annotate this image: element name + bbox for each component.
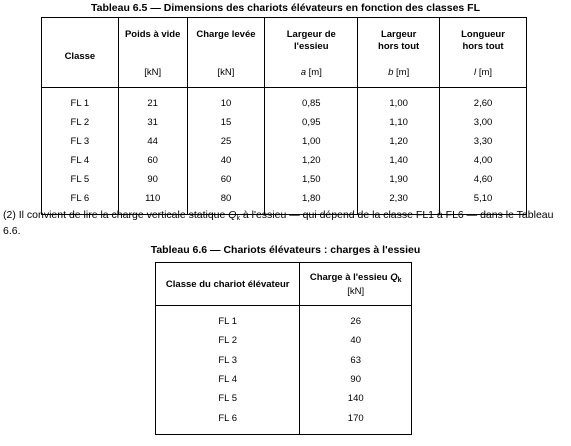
cell-largeur-essieu: 1,00	[265, 132, 358, 151]
header-longueur-hors-tout	[440, 18, 527, 68]
cell-longueur-hors-tout: 3,30	[440, 132, 527, 151]
symbol-q: Q	[228, 209, 237, 221]
table-row	[156, 351, 412, 370]
cell-classe: FL 4	[156, 370, 300, 389]
cell-longueur-hors-tout: 5,10	[440, 189, 527, 215]
cell-charge-essieu: 40	[300, 331, 412, 350]
paragraph-2	[3, 209, 568, 238]
cell-charge-essieu: 63	[300, 351, 412, 370]
table-row	[156, 408, 412, 434]
unit-largeur-hors-tout	[358, 67, 440, 88]
table-row	[156, 306, 412, 332]
unit-largeur-essieu	[265, 67, 358, 88]
cell-largeur-hors-tout: 2,30	[358, 189, 440, 215]
cell-longueur-hors-tout: 4,00	[440, 151, 527, 170]
header-label: Largeur hors tout	[378, 29, 420, 52]
cell-classe: FL 4	[42, 151, 119, 170]
header-charge-essieu	[300, 263, 412, 306]
table-row	[42, 151, 527, 170]
cell-classe: FL 2	[42, 113, 119, 132]
cell-classe: FL 2	[156, 331, 300, 350]
paragraph-text: (2) Il convient de lire la charge verticale statique	[3, 209, 229, 221]
cell-classe: FL 5	[156, 389, 300, 408]
cell-poids-a-vide: 44	[118, 132, 187, 151]
cell-charge-levee: 25	[187, 132, 265, 151]
cell-largeur-hors-tout: 1,90	[358, 170, 440, 189]
unit: [m]	[396, 67, 410, 78]
header-largeur-hors-tout	[358, 18, 440, 68]
cell-longueur-hors-tout: 3,00	[440, 113, 527, 132]
cell-classe: FL 1	[42, 88, 119, 114]
cell-classe: FL 6	[42, 189, 119, 215]
cell-charge-levee: 40	[187, 151, 265, 170]
cell-charge-essieu: 90	[300, 370, 412, 389]
cell-largeur-essieu: 1,80	[265, 189, 358, 215]
subscript-k: k	[236, 215, 240, 222]
unit-symbol: a	[300, 67, 307, 78]
cell-charge-essieu: 26	[300, 306, 412, 332]
cell-charge-levee: 15	[187, 113, 265, 132]
cell-largeur-hors-tout: 1,40	[358, 151, 440, 170]
table-row	[156, 389, 412, 408]
cell-poids-a-vide: 21	[118, 88, 187, 114]
cell-largeur-hors-tout: 1,10	[358, 113, 440, 132]
cell-largeur-hors-tout: 1,20	[358, 132, 440, 151]
cell-charge-levee: 80	[187, 189, 265, 215]
cell-largeur-hors-tout: 1,00	[358, 88, 440, 114]
cell-classe: FL 3	[156, 351, 300, 370]
header-poids-a-vide: Poids à vide	[118, 18, 187, 68]
cell-classe: FL 6	[156, 408, 300, 434]
symbol-q: Q	[390, 271, 398, 283]
table-row	[156, 331, 412, 350]
cell-longueur-hors-tout: 2,60	[440, 88, 527, 114]
table-row	[156, 370, 412, 389]
unit: [kN]	[347, 285, 365, 297]
cell-largeur-essieu: 0,95	[265, 113, 358, 132]
subscript-k: k	[397, 276, 402, 284]
axle-loads-table	[155, 262, 412, 435]
header-label: Largeur de l'essieu	[286, 29, 336, 52]
header-largeur-essieu	[265, 18, 358, 68]
table-row	[42, 170, 527, 189]
unit: [m]	[478, 67, 493, 78]
header-charge-levee: Charge levée	[187, 18, 265, 68]
header-classe: Classe	[42, 18, 119, 88]
table-row	[42, 88, 527, 114]
unit-poids-a-vide: [kN]	[118, 67, 187, 88]
header-label: Longueur hors tout	[461, 29, 505, 52]
unit-charge-levee: [kN]	[187, 67, 265, 88]
cell-charge-levee: 10	[187, 88, 265, 114]
cell-largeur-essieu: 1,20	[265, 151, 358, 170]
cell-poids-a-vide: 90	[118, 170, 187, 189]
cell-longueur-hors-tout: 4,60	[440, 170, 527, 189]
paragraph-text: à l'essieu — qui dépend de la classe FL1 à FL6 — dans le Tableau 6.6.	[3, 209, 554, 237]
cell-largeur-essieu: 0,85	[265, 88, 358, 114]
cell-poids-a-vide: 31	[118, 113, 187, 132]
table-6-5-caption: Tableau 6.5 — Dimensions des chariots élévateurs en fonction des classes FL	[90, 2, 481, 14]
cell-charge-essieu: 140	[300, 389, 412, 408]
table-row	[42, 132, 527, 151]
unit-symbol: l	[474, 67, 477, 78]
table-row	[42, 113, 527, 132]
unit-symbol: b	[388, 67, 394, 78]
unit-longueur-hors-tout	[440, 67, 527, 88]
unit: [m]	[308, 67, 322, 78]
forklift-dimensions-table	[41, 17, 527, 215]
cell-charge-levee: 60	[187, 170, 265, 189]
header-classe-chariot: Classe du chariot élévateur	[156, 263, 300, 306]
cell-poids-a-vide: 60	[118, 151, 187, 170]
table-6-6-caption: Tableau 6.6 — Chariots élévateurs : charges à l'essieu	[150, 244, 421, 256]
cell-classe: FL 3	[42, 132, 119, 151]
header-label: Charge à l'essieu	[309, 271, 391, 283]
cell-classe: FL 1	[156, 306, 300, 332]
cell-largeur-essieu: 1,50	[265, 170, 358, 189]
cell-classe: FL 5	[42, 170, 119, 189]
cell-charge-essieu: 170	[300, 408, 412, 434]
cell-poids-a-vide: 110	[118, 189, 187, 215]
